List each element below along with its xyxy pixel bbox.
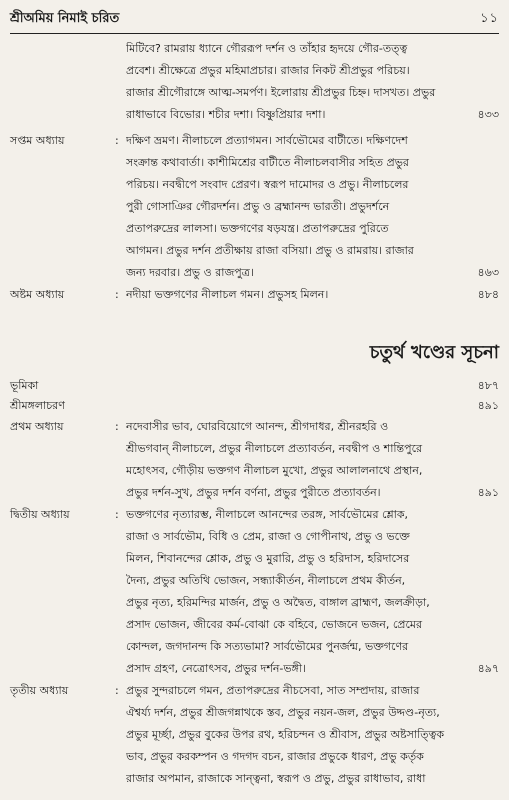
entry-line: ঐশ্বর্য্য দর্শন, প্রভুর শ্রীজগন্নাথকে স্তব, প্রভুর নয়ন-জল, প্রভুর উদ্দণ্ড-নৃত্য, — [126, 706, 440, 719]
entry-line: রাজার অপমান, রাজাকে সান্ত্বনা, স্বরূপ ও প্রভু, প্রভুর রাধাভাব, রাধা — [126, 772, 426, 785]
toc-page-number: ৪৮৭ — [477, 379, 499, 392]
entry-line: নদীয়া ভক্তগণের নীলাচল গমন। প্রভুসহ মিলন। — [126, 288, 329, 301]
toc-label: শ্রীমঙ্গলাচরণ — [10, 399, 65, 412]
entry-line: কোন্দল, জগদানন্দ কি সত্যভামা? সার্বভৌমের পুনর্জন্ম, ভক্তগণের — [126, 640, 409, 653]
entry-line: রাজা ও সার্বভৌম, বিধি ও প্রেম, রাজা ও গোপীনাথ, প্রভু ও ভক্তে — [126, 530, 410, 543]
entry-line: মিলন, শিবানন্দের শ্লোক, প্রভু ও মুরারি, প্রভু ও হরিদাস, হরিদাসের — [126, 552, 410, 565]
entry-line: প্রতাপরুদ্রের লালসা। ভক্তগণের ষড়যন্ত্র। প্রতাপরুদ্রের পুরিতে — [126, 222, 389, 235]
entry-page-number: ৪৯১ — [477, 486, 499, 499]
colon: : — [115, 684, 119, 697]
entry-line: মহোৎসব, গৌড়ীয় ভক্তগণ নীলাচল মুখো, প্রভুর আলালনাথে প্রস্থান, — [126, 464, 423, 477]
chapter-label: সপ্তম অধ্যায় — [10, 134, 65, 147]
colon: : — [115, 134, 119, 147]
entry-last-line — [126, 658, 499, 680]
entry-line: নদেবাসীর ভাব, ঘোরবিয়োগে আনন্দ, শ্রীগদাধর, শ্রীনরহরি ও — [126, 420, 389, 433]
entry-line: প্রবেশ। শ্রীক্ষেত্রে প্রভুর মহিমাপ্রচার। রাজার নিকট শ্রীপ্রভুর পরিচয়। — [126, 64, 410, 77]
entry-page-number: ৪৮৪ — [477, 288, 499, 301]
entry-line: দক্ষিণ ভ্রমণ। নীলাচলে প্রত্যাগমন। সার্বভৌমের বাটীতে। দক্ষিণদেশ — [126, 134, 408, 147]
entry-line: প্রভুর সুন্দরাচলে গমন, প্রতাপরুদ্রের নীচসেবা, সাত সম্প্রদায়, রাজার — [126, 684, 420, 697]
entry-line: প্রভুর দর্শন-সুখ, প্রভুর দর্শন বর্ণনা, প্রভুর পুরীতে প্রত্যাবর্তন। — [126, 486, 381, 499]
entry-last-line — [126, 284, 499, 306]
entry-line: দৈন্য, প্রভুর অতিথি ভোজন, সন্ধ্যাকীর্তন, নীলাচলে প্রথম কীর্তন, — [126, 574, 406, 587]
entry-line: প্রভুর নৃত্য, হরিমন্দির মার্জন, প্রভু ও অদ্বৈত, বাঙ্গাল ব্রাহ্মণ, জলক্রীড়া, — [126, 596, 430, 609]
entry-last-line — [126, 104, 499, 126]
entry-line: রাজার শ্রীগৌরাঙ্গে আত্ম-সমর্পণ। ইলোরায় শ্রীপ্রভুর চিহ্ন। দাসখত। প্রভুর — [126, 86, 436, 99]
entry-body — [126, 284, 499, 306]
entry-line: শ্রীভগবান্‌ নীলাচলে, প্রভুর নীলাচলে প্রত্যাবর্তন, নবদ্বীপ ও শান্তিপুরে — [126, 442, 423, 455]
book-title: শ্রীঅমিয় নিমাই চরিত — [10, 10, 120, 26]
entry-page-number: ৪৩৩ — [477, 108, 499, 121]
entry-last-line — [126, 482, 499, 504]
entry-body — [126, 130, 499, 284]
colon: : — [115, 288, 119, 301]
entry-last-line — [126, 262, 499, 284]
toc-label: ভূমিকা — [10, 379, 39, 392]
page-number: ১১ — [480, 10, 499, 26]
colon: : — [115, 420, 119, 433]
entry-line: প্রসাদ গ্রহণ, নেত্রোৎসব, প্রভুর দর্শন-ভঙ্গী। — [126, 662, 306, 675]
entry-line: ভাব, প্রভুর করকম্পন ও গদগদ বচন, রাজার প্রভুকে ধারণ, প্রভু কর্তৃক — [126, 750, 424, 763]
entry-line: মিটিবে? রামরায় ধ্যানে গৌররূপ দর্শন ও তাঁহার হৃদয়ে গৌর-তত্ত্ব — [126, 42, 408, 55]
toc-invocation — [10, 396, 499, 416]
entry-body — [126, 680, 499, 790]
entry-line: প্রসাদ ভোজন, জীবের কর্ম-বোঝা কে বহিবে, ভোজনে ভজন, প্রেমের — [126, 618, 423, 631]
entry-page-number: ৪৯৭ — [477, 662, 499, 675]
entry-body — [126, 504, 499, 680]
entry-body — [126, 38, 499, 126]
chapter-label: অষ্টম অধ্যায় — [10, 288, 65, 301]
entry-page-number: ৪৬৩ — [477, 266, 499, 279]
chapter-label: প্রথম অধ্যায় — [10, 420, 64, 433]
entry-line: রাধাভাবে বিভোর। শচীর দশা। বিষ্ণুপ্রিয়ার দশা। — [126, 108, 326, 121]
section-title: চতুর্থ খণ্ডের সূচনা — [369, 342, 499, 363]
running-header — [10, 6, 499, 32]
header-rule — [10, 33, 499, 34]
entry-line: সংক্রান্ত কথাবার্তা। কাশীমিশ্রের বাটীতে নীলাচলবাসীর সহিত প্রভুর — [126, 156, 409, 169]
entry-line: ভক্তগণের নৃত্যারম্ভ, নীলাচলে আনন্দের তরঙ্গ, সার্বভৌমের শ্লোক, — [126, 508, 409, 521]
colon: : — [115, 508, 119, 521]
entry-line: পরিচয়। নবদ্বীপে সংবাদ প্রেরণ। স্বরূপ দামোদর ও প্রভু। নীলাচলের — [126, 178, 409, 191]
chapter-label: দ্বিতীয় অধ্যায় — [10, 508, 70, 521]
chapter-label: তৃতীয় অধ্যায় — [10, 684, 69, 697]
toc-page-number: ৪৯১ — [477, 399, 499, 412]
entry-line: আগমন। প্রভুর দর্শন প্রতীক্ষায় রাজা বসিয়া। প্রভু ও রামরায়। রাজার — [126, 244, 414, 257]
entry-line: প্রভুর মূর্চ্ছা, প্রভুর বুকের উপর রথ, হরিচন্দন ও শ্রীবাস, প্রভুর অষ্টসাত্ত্বিক — [126, 728, 445, 741]
toc-preface — [10, 376, 499, 396]
entry-line: পুরী গোসাঞির গৌরদর্শন। প্রভু ও ব্রহ্মানন্দ ভারতী। প্রভুদর্শনে — [126, 200, 390, 213]
entry-line: জন্য দরবার। প্রভু ও রাজপুত্র। — [126, 266, 254, 279]
entry-body — [126, 416, 499, 504]
